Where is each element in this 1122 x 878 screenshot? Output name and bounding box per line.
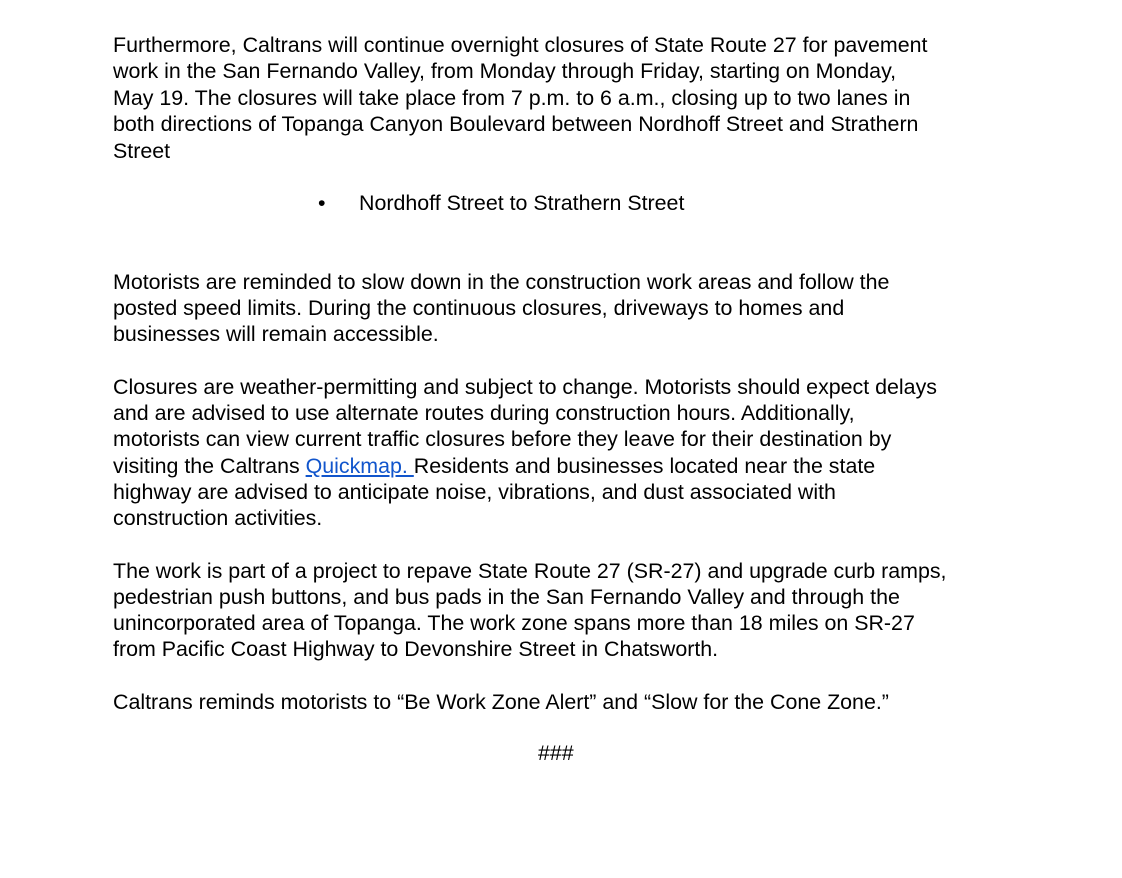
text-line: businesses will remain accessible. — [113, 322, 439, 346]
text-line: posted speed limits. During the continuous closures, driveways to homes and — [113, 296, 845, 320]
quickmap-link[interactable]: Quickmap. — [305, 454, 414, 478]
text-line: motorists can view current traffic closures before they leave for their destination by — [113, 427, 892, 451]
bullet-marker: • — [318, 191, 326, 215]
text-line: and are advised to use alternate routes during construction hours. Additionally, — [113, 401, 855, 425]
text-line: Motorists are reminded to slow down in the construction work areas and follow the — [113, 270, 890, 294]
text-line: Furthermore, Caltrans will continue overnight closures of State Route 27 for pavement — [113, 33, 928, 57]
text-line: work in the San Fernando Valley, from Monday through Friday, starting on Monday, — [113, 59, 897, 83]
text-line: highway are advised to anticipate noise, vibrations, and dust associated with — [113, 480, 836, 504]
link-suffix-text: Residents and businesses located near the state — [413, 454, 876, 478]
bullet-text: Nordhoff Street to Strathern Street — [359, 191, 685, 215]
text-line: construction activities. — [113, 506, 323, 530]
end-of-release-mark: ### — [538, 741, 574, 765]
text-line: Street — [113, 139, 171, 163]
text-line: Closures are weather-permitting and subject to change. Motorists should expect delays — [113, 375, 937, 399]
text-line: from Pacific Coast Highway to Devonshire Street in Chatsworth. — [113, 637, 719, 661]
link-prefix-text: visiting the Caltrans — [113, 454, 306, 478]
text-line: The work is part of a project to repave State Route 27 (SR-27) and upgrade curb ramps, — [113, 559, 947, 583]
text-line: pedestrian push buttons, and bus pads in the San Fernando Valley and through the — [113, 585, 900, 609]
paragraph-safety-reminder: Caltrans reminds motorists to “Be Work Zone Alert” and “Slow for the Cone Zone.” — [113, 690, 889, 714]
text-line: May 19. The closures will take place from 7 p.m. to 6 a.m., closing up to two lanes in — [113, 86, 911, 110]
text-line: both directions of Topanga Canyon Boulevard between Nordhoff Street and Strathern — [113, 112, 919, 136]
text-line-with-link — [113, 453, 875, 479]
text-line: unincorporated area of Topanga. The work zone spans more than 18 miles on SR-27 — [113, 611, 915, 635]
